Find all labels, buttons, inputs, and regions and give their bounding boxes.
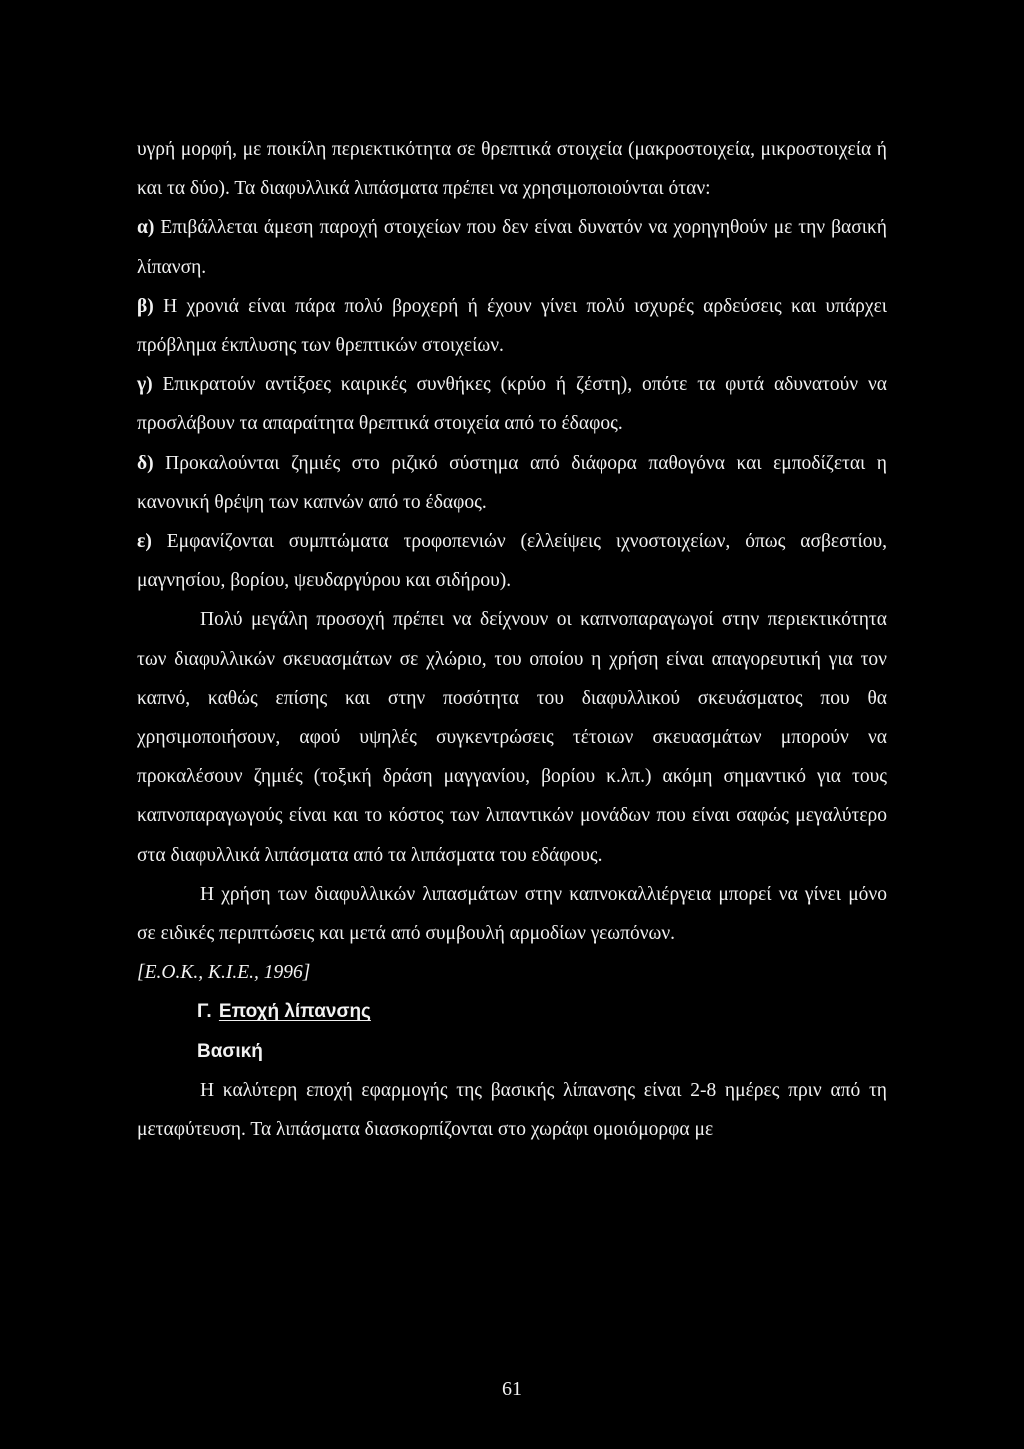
condition-label: δ) (137, 452, 154, 474)
condition-label: β) (137, 295, 154, 317)
intro-paragraph: υγρή μορφή, με ποικίλη περιεκτικότητα σε θρεπτικά στοιχεία (μακροστοιχεία, μικροστοιχεία ή και τα δύο). Τα διαφυλλικά λιπάσματα πρέπει να χρησιμοποιούνται όταν: (137, 139, 887, 200)
subsection-title: Βασική (197, 1040, 263, 1062)
subsection-heading (137, 1032, 887, 1071)
condition-text: Προκαλούνται ζημιές στο ριζικό σύστημα από διάφορα παθογόνα και εμποδίζεται η κανονική θρέψη των καπνών από το έδαφος. (137, 452, 888, 513)
document-body (137, 130, 887, 1149)
condition-item (137, 444, 887, 522)
page-number: 61 (502, 1378, 522, 1400)
section-title: Εποχή λίπανσης (218, 1001, 371, 1023)
condition-item (137, 522, 887, 600)
condition-label: γ) (137, 374, 153, 396)
attention-paragraph: Πολύ μεγάλη προσοχή πρέπει να δείχνουν οι καπνοπαραγωγοί στην περιεκτικότητα των διαφυλλικών σκευασμάτων σε χλώριο, του οποίου η χρήση είναι απαγορευτική για τον καπνό, καθώς επίσης και στην ποσότητα του διαφυλλικού σκευάσματος που θα χρησιμοποιήσουν, αφού υψηλές συγκεντρώσεις τέτοιων σκευασμάτων μπορούν να προκαλέσουν ζημιές (τοξική δράση μαγγανίου, βορίου κ.λπ.) ακόμη σημαντικό για τους καπνοπαραγωγούς είναι και το κόστος των λιπαντικών μονάδων που είναι σαφώς μεγαλύτερο στα διαφυλλικά λιπάσματα από τα λιπάσματα του εδάφους. (137, 609, 887, 866)
condition-text: Η χρονιά είναι πάρα πολύ βροχερή ή έχουν γίνει πολύ ισχυρές αρδεύσεις και υπάρχει πρόβλημα έκπλυσης των θρεπτικών στοιχείων. (137, 295, 887, 357)
condition-label: α) (137, 217, 155, 239)
reference-citation: [Ε.Ο.Κ., Κ.Ι.Ε., 1996] (137, 962, 311, 984)
condition-text: Επιβάλλεται άμεση παροχή στοιχείων που δεν είναι δυνατόν να χορηγηθούν με την βασική λίπανση. (137, 217, 888, 278)
condition-item (137, 287, 887, 365)
condition-text: Επικρατούν αντίξοες καιρικές συνθήκες (κρύο ή ζέστη), οπότε τα φυτά αδυνατούν να προσλάβουν τα απαραίτητα θρεπτικά στοιχεία από το έδαφος. (137, 374, 887, 435)
reference-line (137, 953, 887, 992)
basic-paragraph: Η καλύτερη εποχή εφαρμογής της βασικής λίπανσης είναι 2-8 ημέρες πριν από τη μεταφύτευση. Τα λιπάσματα διασκορπίζονται στο χωράφι ομοιόμορφα με (137, 1079, 887, 1141)
section-letter: Γ. (197, 1001, 212, 1023)
usage-paragraph: Η χρήση των διαφυλλικών λιπασμάτων στην καπνοκαλλιέργεια μπορεί να γίνει μόνο σε ειδικές περιπτώσεις και μετά από συμβουλή αρμοδίων γεωπόνων. (137, 883, 887, 945)
condition-label: ε) (137, 531, 152, 553)
section-heading (137, 992, 887, 1031)
condition-item (137, 208, 887, 286)
condition-item (137, 365, 887, 443)
condition-text: Εμφανίζονται συμπτώματα τροφοπενιών (ελλείψεις ιχνοστοιχείων, όπως ασβεστίου, μαγνησίου, βορίου, ψευδαργύρου και σιδήρου). (137, 531, 887, 592)
